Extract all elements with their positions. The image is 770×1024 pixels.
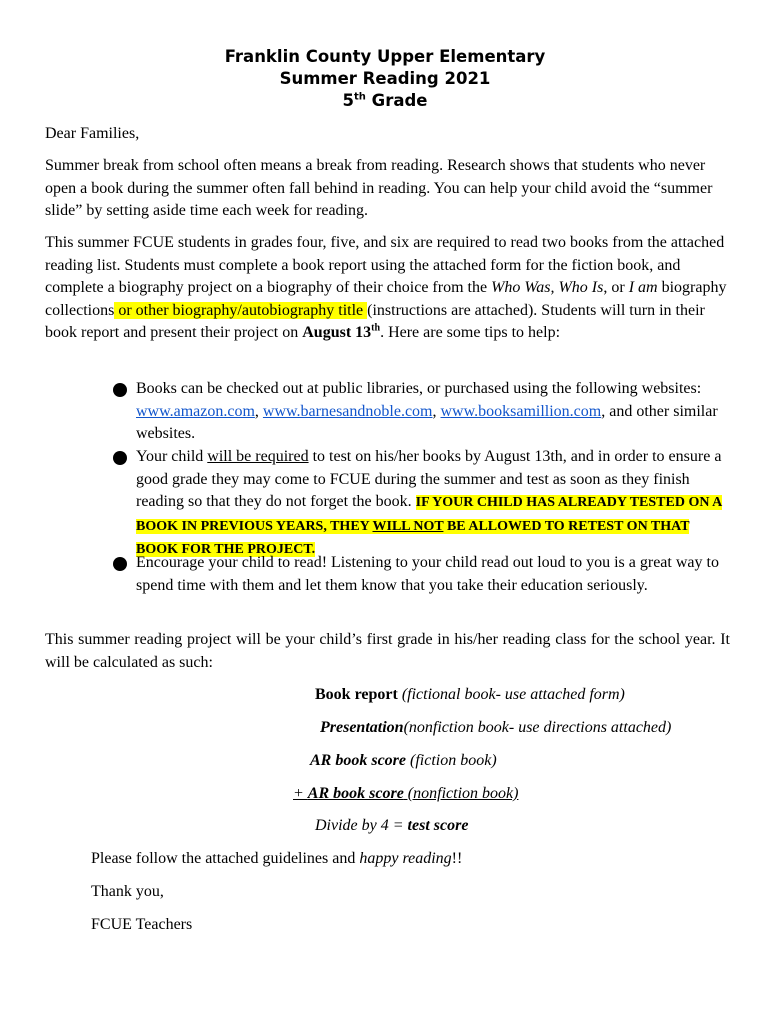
grading-paragraph: This summer reading project will be your child’s first grade in his/her reading class for the school year. It will be calculated as such: (45, 631, 730, 671)
calc-book-report: Book report (fictional book- use attached form) (315, 686, 625, 703)
program-title: Summer Reading 2021 (279, 69, 491, 88)
bullet-icon (113, 383, 127, 397)
closing-thanks: Thank you, (91, 883, 164, 900)
calc-ar-nonfiction: + AR book score (nonfiction book) (293, 785, 519, 802)
intro-paragraph: Summer break from school often means a break from reading. Research shows that students who never open a book during the summer often fall behind in reading. You can help your child avoid the “summer slide” by setting aside time each week for reading. (45, 157, 713, 219)
closing-follow: Please follow the attached guidelines and happy reading!! (91, 850, 463, 867)
tip-testing: Your child will be required to test on his/her books by August 13th, and in order to ensure a good grade they may come to FCUE during the summer and test as soon as they finish reading so that they do not forget the book. IF YOUR CHILD HAS ALREADY TESTED ON A BOOK IN PREVIOUS YEARS, THEY WILL NOT BE ALLOWED TO RETEST ON THAT BOOK FOR THE PROJECT. (136, 448, 722, 557)
calc-divide: Divide by 4 = test score (315, 817, 469, 834)
greeting: Dear Families, (45, 125, 140, 142)
bullet-icon (113, 557, 127, 571)
signature: FCUE Teachers (91, 916, 193, 933)
barnesandnoble-link[interactable]: www.barnesandnoble.com (262, 402, 433, 420)
retest-warning: IF YOUR CHILD HAS ALREADY TESTED ON A BOOK IN PREVIOUS YEARS, THEY WILL NOT BE ALLOWED TO RETEST ON THAT BOOK FOR THE PROJECT. (136, 495, 722, 557)
calc-presentation: Presentation(nonfiction book- use directions attached) (320, 719, 672, 736)
highlighted-text: or other biography/autobiography title (114, 301, 368, 319)
school-title: Franklin County Upper Elementary (224, 47, 546, 66)
calc-ar-fiction: AR book score (fiction book) (310, 752, 497, 769)
requirements-paragraph: This summer FCUE students in grades four, five, and six are required to read two books from the attached reading list. Students must complete a book report using the attached form for the fiction book, and complete a biography project on a biography of their choice from the Who Was, Who Is, or I am biography collections or other biography/autobiography title (instructions are attached). Students will turn in their book report and present their project on August 13th. Here are some tips to help: (45, 234, 727, 341)
tip-libraries: Books can be checked out at public libraries, or purchased using the following websites: www.amazon.com, www.barnesandnoble.com, www.booksamillion.com, and other similar websites. (136, 380, 718, 442)
amazon-link[interactable]: www.amazon.com (136, 402, 255, 420)
booksamillion-link[interactable]: www.booksamillion.com (440, 402, 602, 420)
grade-title: 5th Grade (342, 91, 428, 110)
tip-encourage: Encourage your child to read! Listening to your child read out loud to you is a great way to spend time with them and let them know that you take their education seriously. (136, 554, 719, 594)
bullet-icon (113, 451, 127, 465)
